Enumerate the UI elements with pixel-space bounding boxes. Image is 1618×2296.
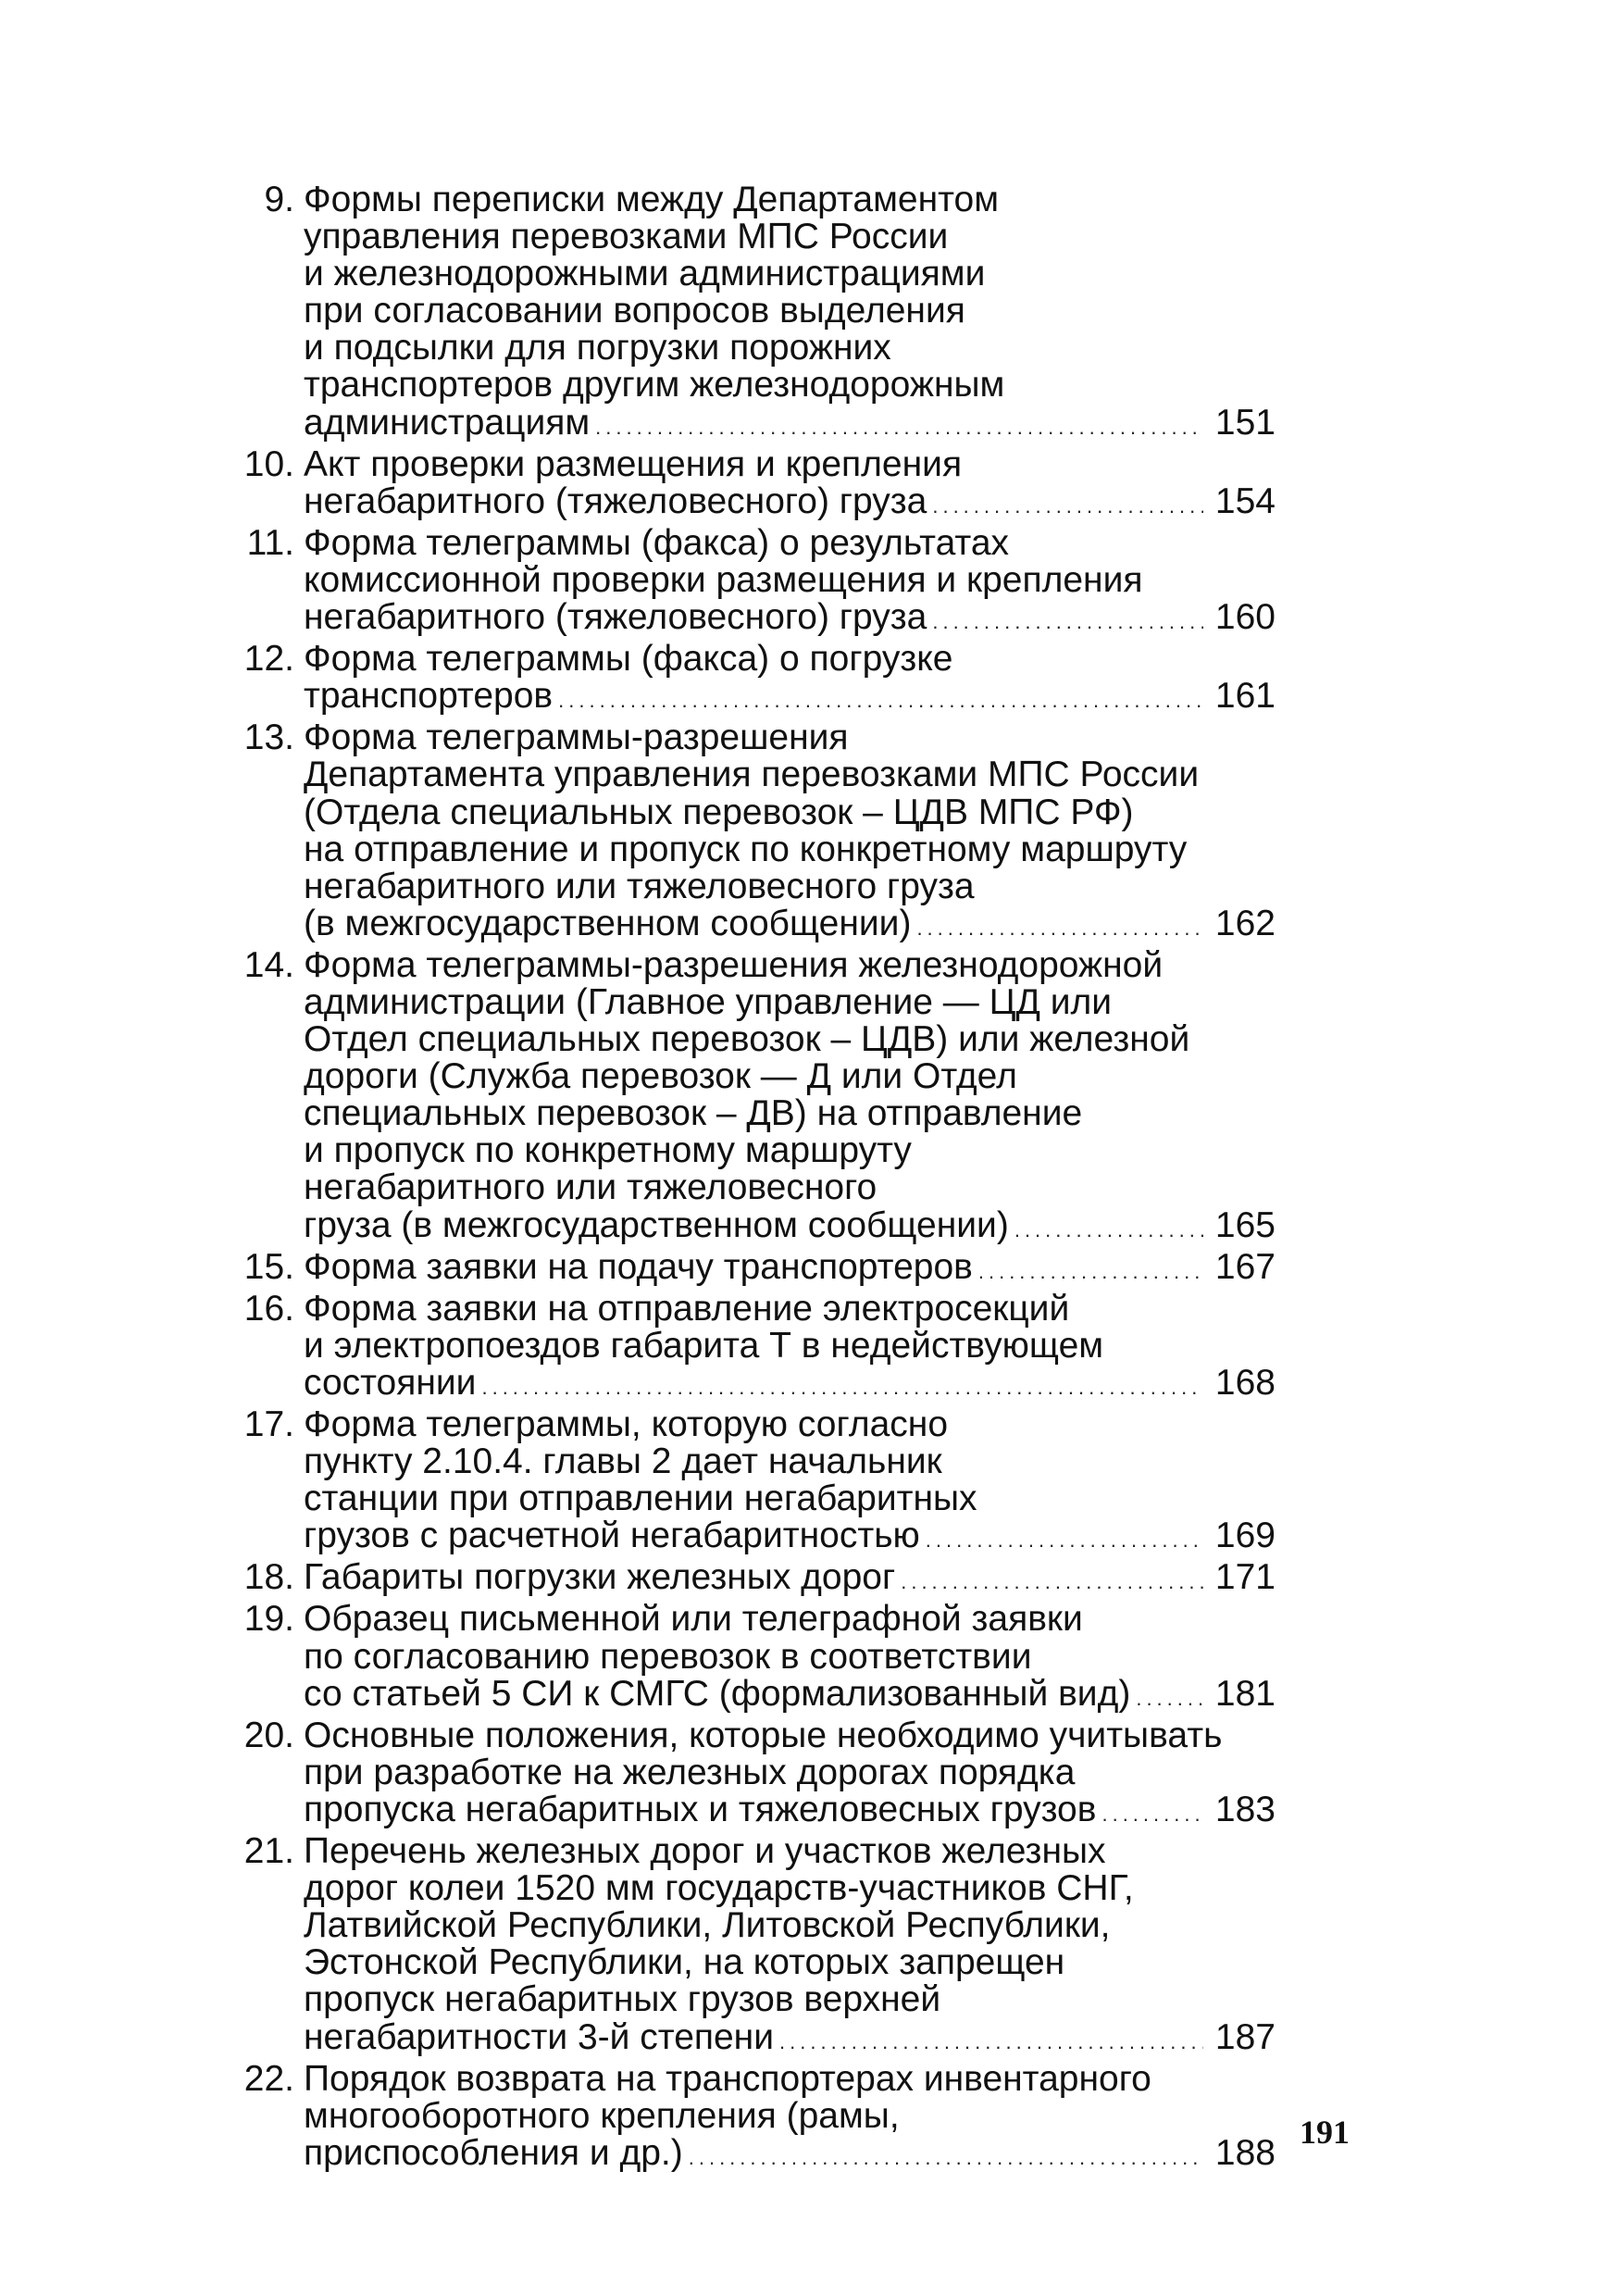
entry-page-number: 162 bbox=[1214, 903, 1276, 943]
entry-title bbox=[304, 1717, 1276, 1833]
toc-entry bbox=[209, 2058, 1375, 2177]
entry-number: 10. bbox=[243, 443, 294, 484]
dot-leader bbox=[595, 409, 1203, 446]
entry-title-line: Форма телеграммы (факса) о результатах bbox=[304, 522, 1010, 563]
entry-last-line bbox=[304, 1204, 1276, 1249]
entry-title-line: транспортеров bbox=[304, 676, 554, 717]
entry-title-line: Габариты погрузки железных дорог bbox=[304, 1557, 896, 1598]
toc-entry bbox=[209, 1246, 1375, 1291]
entry-last-line bbox=[304, 678, 1276, 719]
entry-last-line bbox=[304, 1362, 1276, 1406]
dot-leader bbox=[916, 910, 1203, 947]
entry-title-line: состоянии bbox=[304, 1362, 477, 1403]
entry-title bbox=[304, 1833, 1276, 2061]
entry-title-line: станции при отправлении негабаритных bbox=[304, 1479, 977, 1519]
toc-entry bbox=[209, 1833, 1375, 2061]
entry-title-line: по согласованию перевозок в соответствии bbox=[304, 1636, 1032, 1677]
entry-title-line: Эстонской Республики, на которых запрещен bbox=[304, 1942, 1065, 1983]
entry-title-line: при разработке на железных дорогах порядка bbox=[304, 1752, 1076, 1792]
entry-last-line bbox=[304, 1791, 1276, 1833]
toc-entry bbox=[209, 443, 1375, 525]
entry-number: 21. bbox=[243, 1831, 294, 1872]
entry-title-line: Отдел специальных перевозок – ЦДВ) или железной bbox=[304, 1019, 1190, 1060]
entry-last-line bbox=[304, 2016, 1276, 2061]
entry-title-line: пропуск негабаритных грузов верхней bbox=[304, 1979, 941, 2020]
entry-number: 14. bbox=[243, 944, 294, 985]
entry-page-number: 181 bbox=[1214, 1673, 1276, 1714]
entry-title-line: транспортеров другим железнодорожным bbox=[304, 365, 1005, 406]
entry-title bbox=[304, 1601, 1276, 1716]
entry-title-line: администрации (Главное управление — ЦД или bbox=[304, 981, 1113, 1022]
entry-title-line: Форма телеграммы (факса) о погрузке bbox=[304, 639, 953, 680]
entry-title bbox=[304, 944, 1276, 1249]
entry-title-line: негабаритного (тяжеловесного) груза bbox=[304, 480, 927, 521]
entry-page-number: 161 bbox=[1214, 676, 1276, 717]
entry-title bbox=[304, 719, 1276, 947]
entry-title-line: Акт проверки размещения и крепления bbox=[304, 443, 963, 484]
entry-page-number: 165 bbox=[1214, 1204, 1276, 1245]
entry-page-number: 168 bbox=[1214, 1362, 1276, 1403]
entry-title-line: Форма телеграммы, которую согласно bbox=[304, 1404, 949, 1444]
entry-number: 9. bbox=[264, 180, 294, 219]
entry-title bbox=[304, 443, 1276, 525]
dot-leader bbox=[1101, 1796, 1203, 1833]
entry-title-line: и электропоездов габарита Т в недействующем bbox=[304, 1325, 1104, 1366]
entry-title-line: (в межгосударственном сообщении) bbox=[304, 903, 912, 943]
entry-title-line: комиссионной проверки размещения и крепления bbox=[304, 559, 1143, 600]
dot-leader bbox=[1136, 1680, 1203, 1717]
entry-last-line bbox=[304, 599, 1276, 641]
entry-number: 11. bbox=[246, 522, 294, 563]
entry-last-line bbox=[304, 402, 1276, 446]
toc-entry bbox=[209, 1559, 1375, 1601]
entry-title-line: и пропуск по конкретному маршруту bbox=[304, 1130, 912, 1171]
entry-title-line: Форма заявки на отправление электросекций bbox=[304, 1288, 1070, 1329]
toc-entry bbox=[209, 1288, 1375, 1406]
entry-title-line: многооборотного крепления (рамы, bbox=[304, 2095, 900, 2136]
entry-title bbox=[304, 2058, 1276, 2177]
entry-number: 18. bbox=[243, 1557, 294, 1598]
entry-number: 22. bbox=[243, 2058, 294, 2099]
entry-title-line: Основные положения, которые необходимо учитывать bbox=[304, 1715, 1223, 1755]
dot-leader bbox=[1014, 1212, 1203, 1249]
toc-entry bbox=[209, 1406, 1375, 1559]
entry-title-line: и подсылки для погрузки порожних bbox=[304, 328, 891, 368]
entry-title-line: Латвийской Республики, Литовской Республики, bbox=[304, 1905, 1111, 1946]
entry-page-number: 169 bbox=[1214, 1516, 1276, 1556]
toc-entry bbox=[209, 1717, 1375, 1833]
entry-page-number: 167 bbox=[1214, 1246, 1276, 1287]
entry-title-line: грузов с расчетной негабаритностью bbox=[304, 1516, 920, 1556]
entry-title-line: специальных перевозок – ДВ) на отправление bbox=[304, 1093, 1083, 1134]
entry-last-line bbox=[304, 2132, 1276, 2177]
entry-title-line: при согласовании вопросов выделения bbox=[304, 291, 965, 331]
entry-title-line: негабаритного или тяжеловесного bbox=[304, 1167, 877, 1208]
entry-title-line: Форма телеграммы-разрешения bbox=[304, 718, 849, 758]
entry-page-number: 151 bbox=[1214, 402, 1276, 443]
entry-last-line bbox=[304, 905, 1276, 947]
toc-entry bbox=[209, 944, 1375, 1249]
entry-last-line bbox=[304, 1517, 1276, 1559]
entry-title bbox=[304, 1406, 1276, 1559]
entry-last-line bbox=[304, 1673, 1276, 1717]
dot-leader bbox=[932, 604, 1203, 641]
entry-title bbox=[304, 181, 1276, 446]
entry-page-number: 154 bbox=[1214, 480, 1276, 521]
dot-leader bbox=[901, 1564, 1203, 1601]
toc-entry bbox=[209, 181, 1375, 446]
dot-leader bbox=[558, 682, 1203, 719]
entry-number: 19. bbox=[243, 1599, 294, 1640]
entry-title bbox=[304, 641, 1276, 719]
entry-title bbox=[304, 522, 1276, 641]
toc-entry bbox=[209, 1601, 1375, 1716]
entry-title-line: и железнодорожными администрациями bbox=[304, 254, 986, 294]
toc-entry bbox=[209, 641, 1375, 719]
entry-title-line: негабаритного или тяжеловесного груза bbox=[304, 866, 975, 906]
entry-title-line: Образец письменной или телеграфной заявки bbox=[304, 1599, 1083, 1640]
entry-number: 15. bbox=[243, 1246, 294, 1287]
entry-number: 13. bbox=[243, 718, 294, 758]
entry-title-line: дорог колеи 1520 мм государств-участников СНГ, bbox=[304, 1868, 1134, 1909]
entry-title-line: приспособления и др.) bbox=[304, 2132, 683, 2173]
dot-leader bbox=[779, 2024, 1203, 2061]
entry-title-line: Департамента управления перевозками МПС России bbox=[304, 755, 1200, 795]
entry-title-line: Формы переписки между Департаментом bbox=[304, 180, 1000, 219]
entry-title bbox=[304, 1288, 1276, 1406]
entry-page-number: 160 bbox=[1214, 597, 1276, 638]
entry-page-number: 171 bbox=[1214, 1557, 1276, 1598]
dot-leader bbox=[689, 2140, 1203, 2177]
toc-entry bbox=[209, 522, 1375, 641]
entry-title-line: Форма заявки на подачу транспортеров bbox=[304, 1246, 973, 1287]
toc-entry bbox=[209, 719, 1375, 947]
entry-number: 20. bbox=[243, 1715, 294, 1755]
entry-number: 16. bbox=[243, 1288, 294, 1329]
entry-title-line: Порядок возврата на транспортерах инвентарного bbox=[304, 2058, 1151, 2099]
entry-title-line: управления перевозками МПС России bbox=[304, 217, 949, 257]
entry-title bbox=[304, 1246, 1276, 1291]
entry-last-line bbox=[304, 480, 1276, 525]
entry-title-line: на отправление и пропуск по конкретному маршруту bbox=[304, 829, 1188, 869]
entry-title-line: администрациям bbox=[304, 402, 591, 443]
dot-leader bbox=[481, 1369, 1203, 1406]
dot-leader bbox=[978, 1254, 1203, 1291]
entry-title-line: негабаритного (тяжеловесного) груза bbox=[304, 597, 927, 638]
entry-page-number: 188 bbox=[1214, 2132, 1276, 2173]
entry-title-line: негабаритности 3-й степени bbox=[304, 2016, 775, 2057]
entry-number: 17. bbox=[243, 1404, 294, 1444]
entry-title-line: груза (в межгосударственном сообщении) bbox=[304, 1204, 1009, 1245]
entry-title-line: Форма телеграммы-разрешения железнодорожной bbox=[304, 944, 1164, 985]
page-number: 191 bbox=[1300, 2114, 1350, 2151]
entry-title-line: пропуска негабаритных и тяжеловесных грузов bbox=[304, 1789, 1097, 1829]
entry-title-line: Перечень железных дорог и участков железных bbox=[304, 1831, 1106, 1872]
entry-page-number: 183 bbox=[1214, 1789, 1276, 1829]
entry-title-line: дороги (Служба перевозок — Д или Отдел bbox=[304, 1056, 1017, 1097]
entry-title-line: со статьей 5 СИ к СМГС (формализованный вид) bbox=[304, 1673, 1131, 1714]
entry-page-number: 187 bbox=[1214, 2016, 1276, 2057]
entry-last-line bbox=[304, 1559, 1276, 1601]
entry-number: 12. bbox=[243, 639, 294, 680]
table-of-contents bbox=[209, 181, 1375, 2177]
entry-title-line: пункту 2.10.4. главы 2 дает начальник bbox=[304, 1441, 942, 1482]
dot-leader bbox=[926, 1522, 1203, 1559]
entry-last-line bbox=[304, 1246, 1276, 1291]
entry-title-line: (Отдела специальных перевозок – ЦДВ МПС РФ) bbox=[304, 792, 1134, 832]
dot-leader bbox=[932, 488, 1203, 525]
entry-title bbox=[304, 1559, 1276, 1601]
